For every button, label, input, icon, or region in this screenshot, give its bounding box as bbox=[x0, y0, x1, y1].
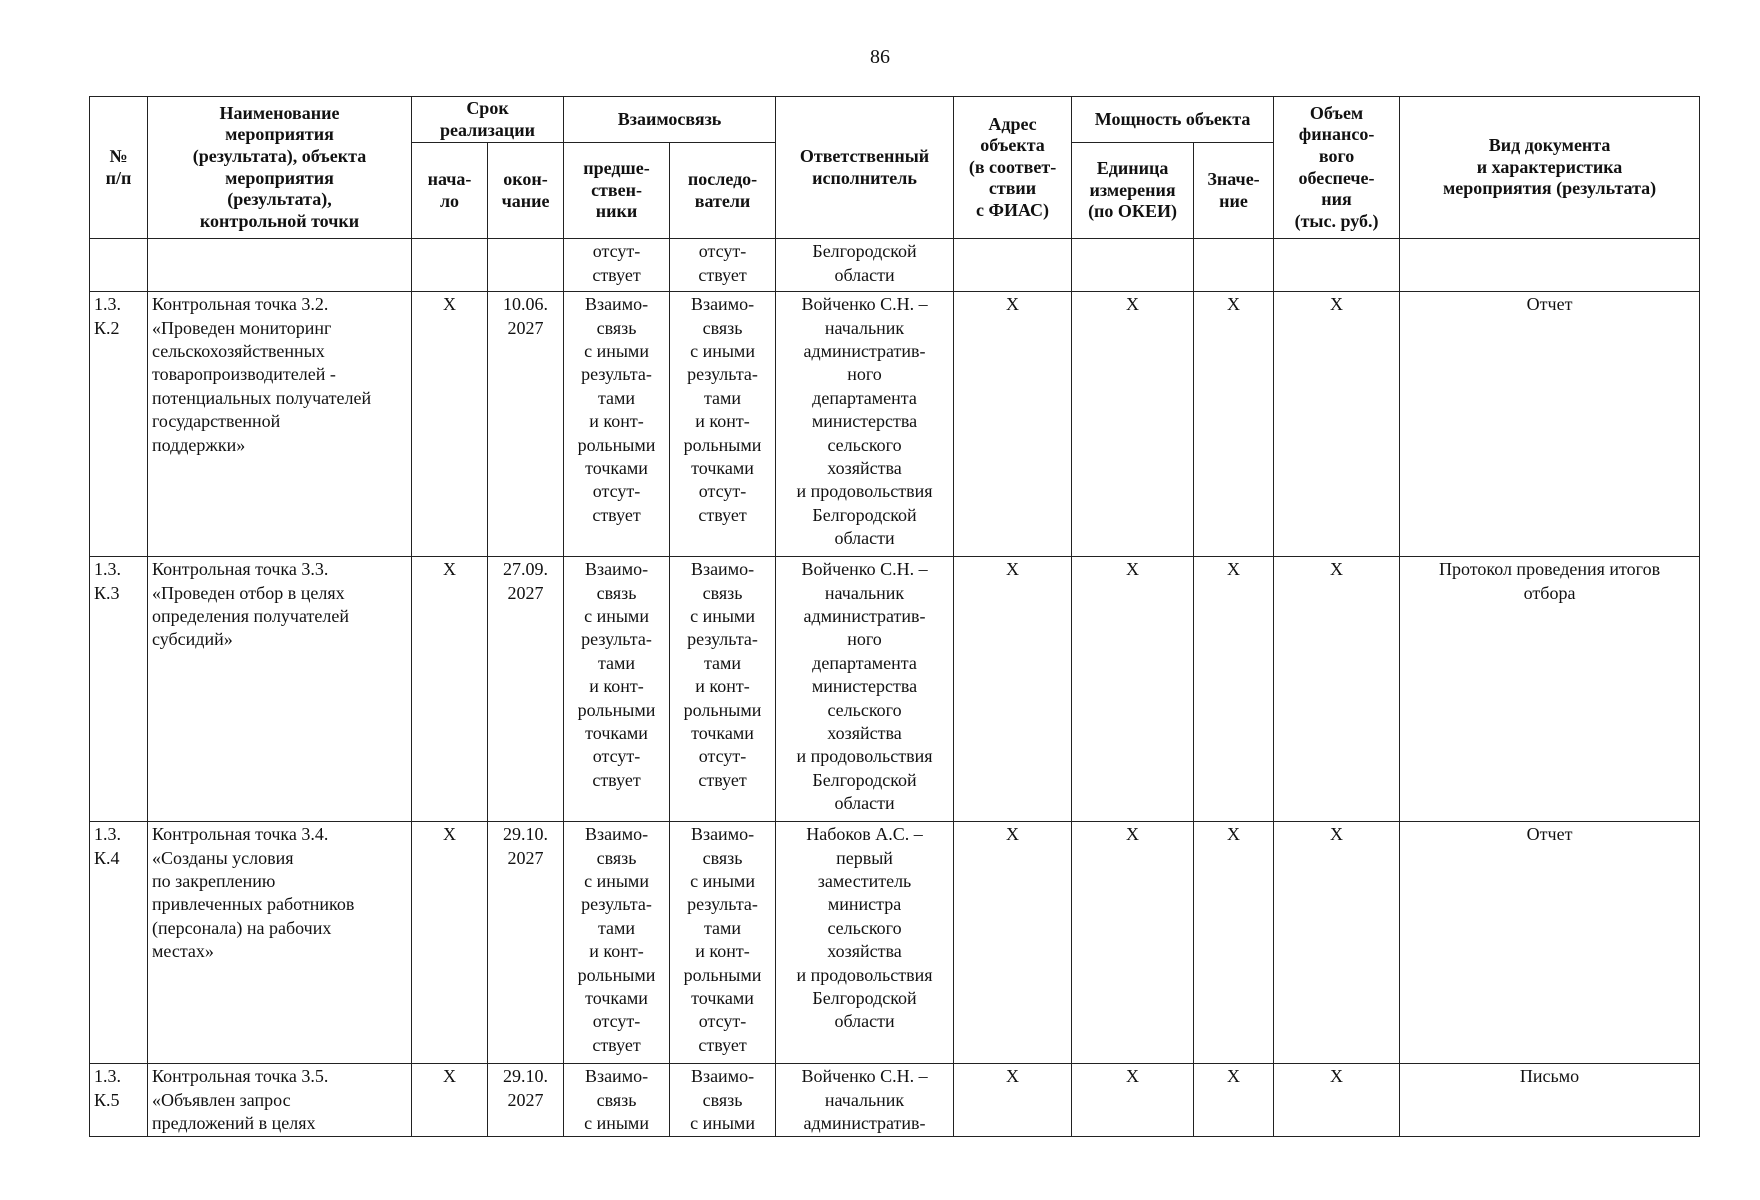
cell-num: 1.3. К.5 bbox=[90, 1064, 148, 1137]
control-points-table bbox=[89, 96, 1700, 1137]
cell-responsible: Войченко С.Н. – начальник административ- ного департамента министерства сельского хозяйства и продовольствия Белгородской области bbox=[776, 292, 954, 557]
cell-prev: Взаимо- связь с иными результа- тами и конт- рольными точками отсут- ствует bbox=[564, 822, 670, 1064]
header-row-top bbox=[90, 97, 1700, 143]
cell-unit: X bbox=[1072, 557, 1194, 822]
cell-address: X bbox=[954, 292, 1072, 557]
cell-address: X bbox=[954, 1064, 1072, 1137]
cell-next: Взаимо- связь с иными bbox=[670, 1064, 776, 1137]
cell-name: Контрольная точка 3.2. «Проведен мониторинг сельскохозяйственных товаропроизводителей - потенциальных получателей государственной поддержки» bbox=[148, 292, 412, 557]
cell-value: X bbox=[1194, 1064, 1274, 1137]
table-row bbox=[90, 557, 1700, 822]
cell-prev: Взаимо- связь с иными bbox=[564, 1064, 670, 1137]
cell-start: X bbox=[412, 1064, 488, 1137]
header-document: Вид документа и характеристика мероприятия (результата) bbox=[1400, 97, 1700, 239]
cell-next: Взаимо- связь с иными результа- тами и конт- рольными точками отсут- ствует bbox=[670, 822, 776, 1064]
cell-start: X bbox=[412, 292, 488, 557]
header-address: Адрес объекта (в соответ- ствии с ФИАС) bbox=[954, 97, 1072, 239]
cell-document bbox=[1400, 239, 1700, 292]
table-row bbox=[90, 239, 1700, 292]
header-name: Наименование мероприятия (результата), объекта мероприятия (результата), контрольной точки bbox=[148, 97, 412, 239]
cell-prev: Взаимо- связь с иными результа- тами и конт- рольными точками отсут- ствует bbox=[564, 557, 670, 822]
header-power-value: Значе- ние bbox=[1194, 143, 1274, 239]
cell-address: X bbox=[954, 557, 1072, 822]
cell-value bbox=[1194, 239, 1274, 292]
cell-name bbox=[148, 239, 412, 292]
cell-responsible: Белгородской области bbox=[776, 239, 954, 292]
cell-next: Взаимо- связь с иными результа- тами и конт- рольными точками отсут- ствует bbox=[670, 557, 776, 822]
cell-document: Отчет bbox=[1400, 292, 1700, 557]
cell-value: X bbox=[1194, 822, 1274, 1064]
cell-document: Протокол проведения итогов отбора bbox=[1400, 557, 1700, 822]
cell-responsible: Набоков А.С. – первый заместитель министра сельского хозяйства и продовольствия Белгородской области bbox=[776, 822, 954, 1064]
cell-next: Взаимо- связь с иными результа- тами и конт- рольными точками отсут- ствует bbox=[670, 292, 776, 557]
header-power-unit: Единица измерения (по ОКЕИ) bbox=[1072, 143, 1194, 239]
cell-name: Контрольная точка 3.3. «Проведен отбор в целях определения получателей субсидий» bbox=[148, 557, 412, 822]
header-responsible: Ответственный исполнитель bbox=[776, 97, 954, 239]
cell-finance: X bbox=[1274, 292, 1400, 557]
cell-name: Контрольная точка 3.5. «Объявлен запрос предложений в целях bbox=[148, 1064, 412, 1137]
cell-value: X bbox=[1194, 292, 1274, 557]
header-num: № п/п bbox=[90, 97, 148, 239]
cell-address bbox=[954, 239, 1072, 292]
cell-prev: Взаимо- связь с иными результа- тами и конт- рольными точками отсут- ствует bbox=[564, 292, 670, 557]
cell-end: 29.10. 2027 bbox=[488, 1064, 564, 1137]
header-link-prev: предше- ствен- ники bbox=[564, 143, 670, 239]
cell-num bbox=[90, 239, 148, 292]
cell-end: 29.10. 2027 bbox=[488, 822, 564, 1064]
cell-finance: X bbox=[1274, 1064, 1400, 1137]
cell-unit: X bbox=[1072, 292, 1194, 557]
cell-unit bbox=[1072, 239, 1194, 292]
cell-finance bbox=[1274, 239, 1400, 292]
cell-start bbox=[412, 239, 488, 292]
cell-num: 1.3. К.3 bbox=[90, 557, 148, 822]
header-term-start: нача- ло bbox=[412, 143, 488, 239]
header-finance: Объем финансо- вого обеспече- ния (тыс. руб.) bbox=[1274, 97, 1400, 239]
cell-responsible: Войченко С.Н. – начальник административ- bbox=[776, 1064, 954, 1137]
cell-unit: X bbox=[1072, 1064, 1194, 1137]
cell-end: 27.09. 2027 bbox=[488, 557, 564, 822]
header-power: Мощность объекта bbox=[1072, 97, 1274, 143]
cell-finance: X bbox=[1274, 822, 1400, 1064]
header-term: Срок реализации bbox=[412, 97, 564, 143]
table-row bbox=[90, 822, 1700, 1064]
page-number: 86 bbox=[870, 46, 890, 68]
cell-prev: отсут- ствует bbox=[564, 239, 670, 292]
cell-finance: X bbox=[1274, 557, 1400, 822]
header-link: Взаимосвязь bbox=[564, 97, 776, 143]
cell-document: Отчет bbox=[1400, 822, 1700, 1064]
table-row bbox=[90, 292, 1700, 557]
cell-responsible: Войченко С.Н. – начальник административ- ного департамента министерства сельского хозяйства и продовольствия Белгородской области bbox=[776, 557, 954, 822]
cell-document: Письмо bbox=[1400, 1064, 1700, 1137]
cell-name: Контрольная точка 3.4. «Созданы условия по закреплению привлеченных работников (персонала) на рабочих местах» bbox=[148, 822, 412, 1064]
cell-unit: X bbox=[1072, 822, 1194, 1064]
cell-end: 10.06. 2027 bbox=[488, 292, 564, 557]
cell-address: X bbox=[954, 822, 1072, 1064]
header-term-end: окон- чание bbox=[488, 143, 564, 239]
cell-num: 1.3. К.4 bbox=[90, 822, 148, 1064]
cell-value: X bbox=[1194, 557, 1274, 822]
cell-next: отсут- ствует bbox=[670, 239, 776, 292]
cell-end bbox=[488, 239, 564, 292]
cell-start: X bbox=[412, 822, 488, 1064]
cell-start: X bbox=[412, 557, 488, 822]
table-row bbox=[90, 1064, 1700, 1137]
header-link-next: последо- ватели bbox=[670, 143, 776, 239]
cell-num: 1.3. К.2 bbox=[90, 292, 148, 557]
